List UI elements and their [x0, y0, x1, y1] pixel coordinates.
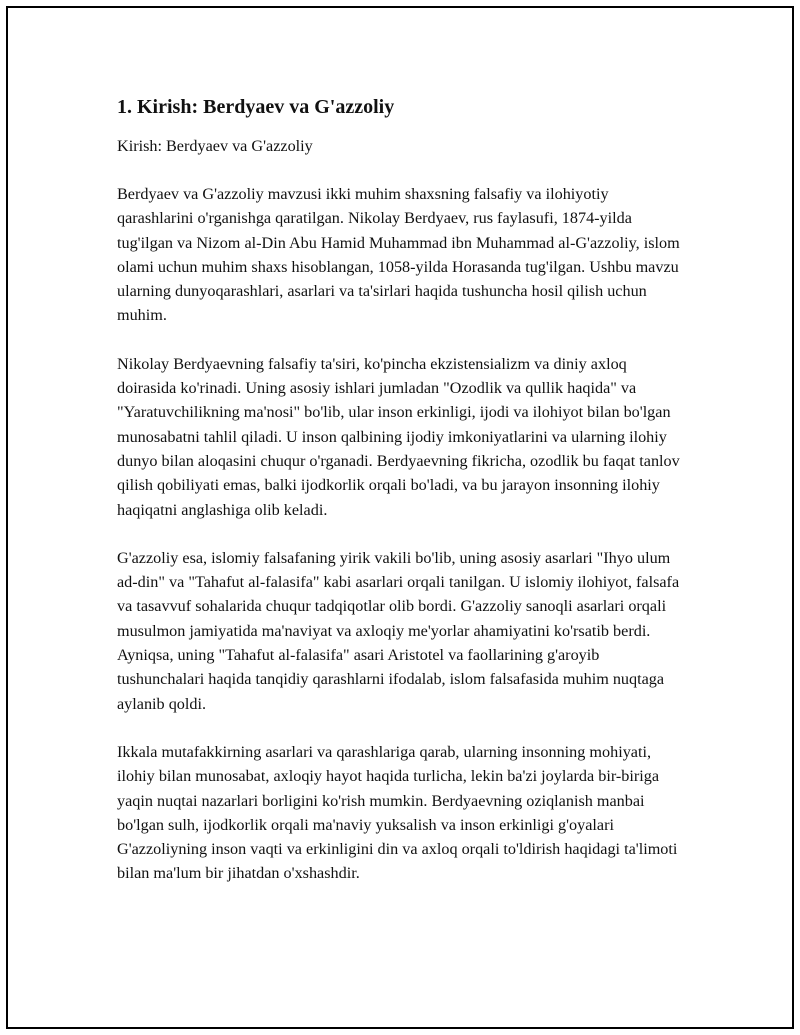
document-body [117, 94, 689, 886]
paragraph-comparison: Ikkala mutafakkirning asarlari va qarashlariga qarab, ularning insonning mohiyati, ilohiy bilan munosabat, axloqiy hayot haqida turlicha, lekin ba'zi joylarda bir-biriga yaqin nuqtai nazarlari borligini ko'rish mumkin. Berdyaevning oziqlanish manbai bo'lgan sulh, ijodkorlik orqali ma'naviy yuksalish va inson erkinligi g'oyalari G'azzoliyning inson vaqti va erkinligini din va axloq orqali to'ldirish haqidagi ta'limoti bilan ma'lum bir jihatdan o'xshashdir. [117, 742, 678, 883]
paragraph-gazzoliy: G'azzoliy esa, islomiy falsafaning yirik vakili bo'lib, uning asosiy asarlari "Ihyo ulum ad-din" va "Tahafut al-falasifa" kabi asarlari orqali tanilgan. U islomiy ilohiyot, falsafa va tasavvuf sohalarida chuqur tadqiqotlar olib bordi. G'azzoliy sanoqli asarlari orqali musulmon jamiyatida ma'naviyat va axloqiy me'yorlar ahamiyatini ko'rsatib berdi. Ayniqsa, uning "Tahafut al-falasifa" asari Aristotel va faollarining g'aroyib tushunchalari haqida tanqidiy qarashlarni ifodalab, islom falsafasida muhim nuqtaga aylanib qoldi. [117, 548, 680, 713]
paragraph-berdyaev: Nikolay Berdyaevning falsafiy ta'siri, ko'pincha ekzistensializm va diniy axloq doirasida ko'rinadi. Uning asosiy ishlari jumladan "Ozodlik va qullik haqida" va "Yaratuvchilikning ma'nosi" bo'lib, ular inson erkinligi, ijodi va ilohiyot bilan bo'lgan munosabatni tahlil qiladi. U inson qalbining ijodiy imkoniyatlarini va ularning ilohiy dunyo bilan aloqasini chuqur o'rganadi. Berdyaevning fikricha, ozodlik bu faqat tanlov qilish qobiliyati emas, balki ijodkorlik orqali bo'ladi, va bu jarayon insonning ilohiy haqiqatni anglashiga olib keladi. [117, 354, 680, 519]
section-heading: 1. Kirish: Berdyaev va G'azzoliy [117, 96, 395, 118]
section-subtitle: Kirish: Berdyaev va G'azzoliy [117, 137, 313, 155]
paragraph-intro: Berdyaev va G'azzoliy mavzusi ikki muhim shaxsning falsafiy va ilohiyotiy qarashlarini o'rganishga qaratilgan. Nikolay Berdyaev, rus faylasufi, 1874-yilda tug'ilgan va Nizom al-Din Abu Hamid Muhammad ibn Muhammad al-G'azzoliy, islom olami uchun muhim shaxs hisoblangan, 1058-yilda Horasanda tug'ilgan. Ushbu mavzu ularning dunyoqarashlari, asarlari va ta'sirlari haqida tushuncha hosil qilish uchun muhim. [117, 185, 680, 325]
